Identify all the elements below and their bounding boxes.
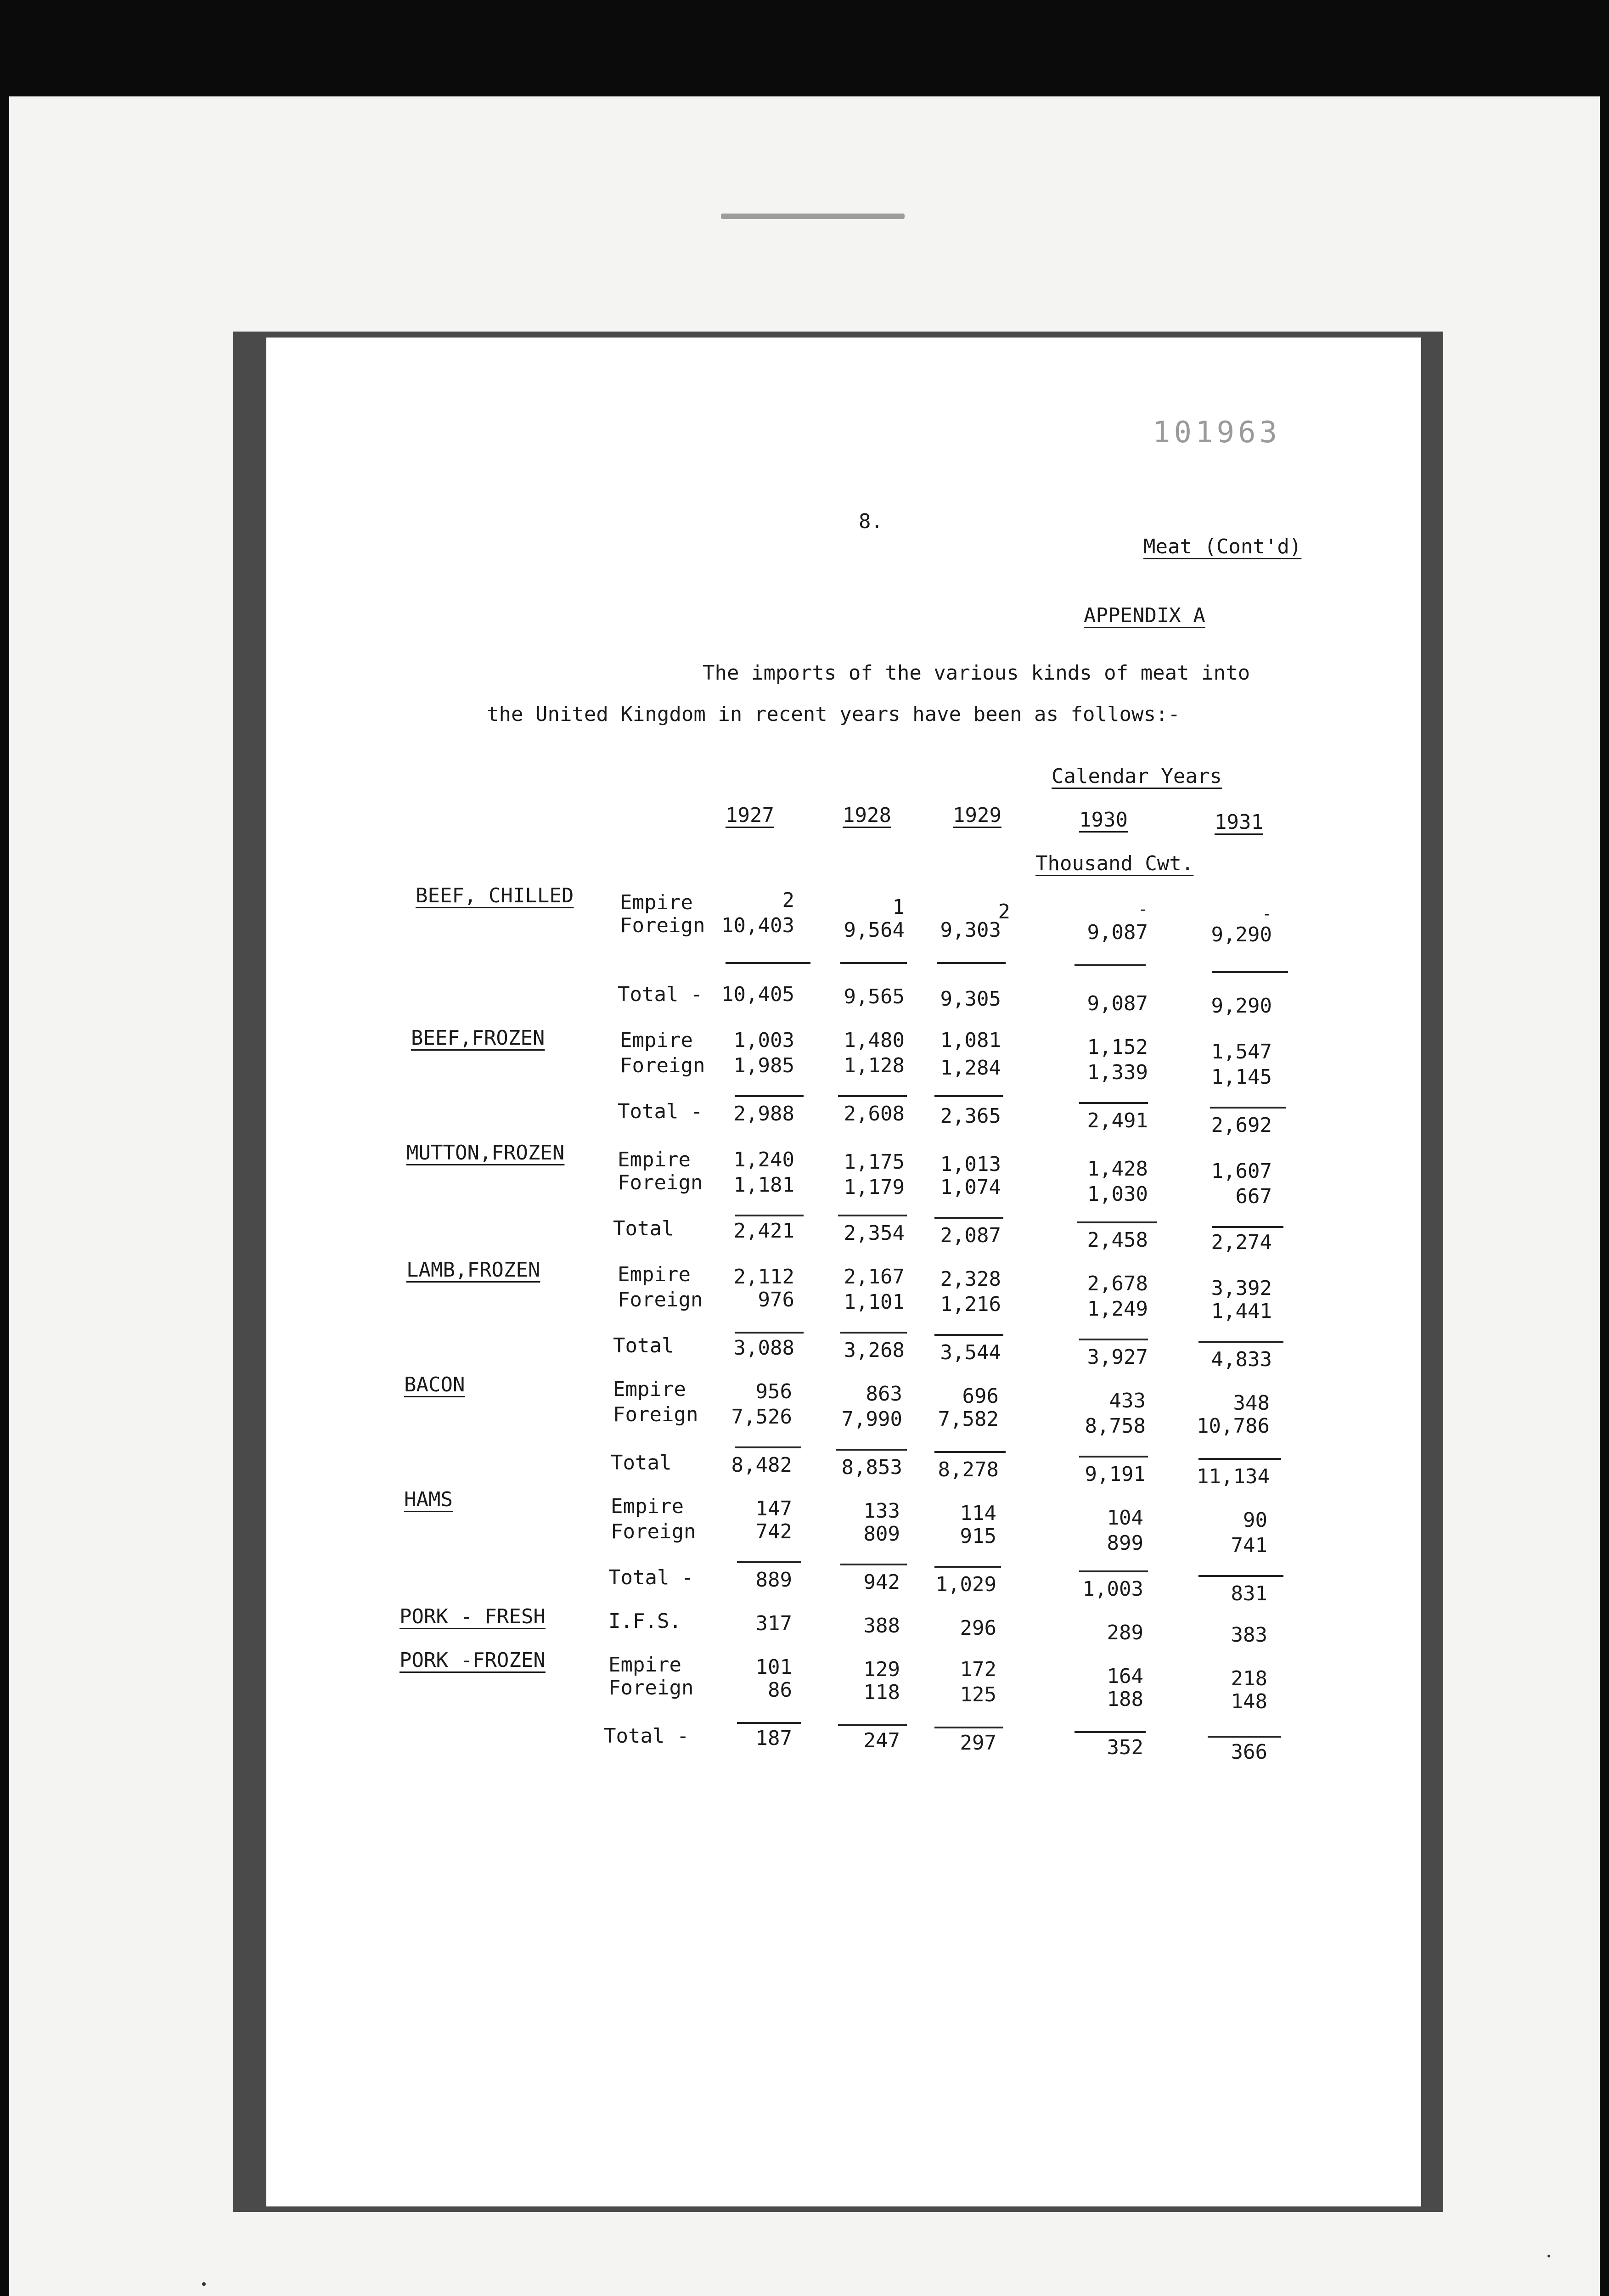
- table-cell: 3,268: [844, 1339, 905, 1362]
- row-label: Total -: [618, 1100, 703, 1123]
- rule: [1077, 1221, 1157, 1223]
- table-cell: 10,403: [721, 914, 794, 937]
- table-cell: 899: [1107, 1531, 1143, 1555]
- row-label: Total: [613, 1217, 674, 1240]
- table-cell: 741: [1231, 1534, 1267, 1557]
- table-cell: 317: [755, 1612, 792, 1635]
- table-cell: 1,249: [1087, 1297, 1148, 1321]
- rule: [937, 962, 1006, 964]
- rule: [726, 962, 810, 964]
- table-cell: 1,101: [844, 1290, 905, 1314]
- table-cell: 9,303: [940, 918, 1001, 942]
- table-cell: 1,175: [844, 1150, 905, 1174]
- row-label: Total -: [618, 983, 703, 1006]
- table-cell: 1,428: [1087, 1157, 1148, 1181]
- row-label: Empire: [620, 1029, 693, 1052]
- table-cell: 101: [755, 1655, 792, 1679]
- table-cell: 9,564: [844, 918, 905, 942]
- table-cell: 1,029: [935, 1573, 996, 1596]
- rule: [1079, 1102, 1148, 1104]
- category-pork-frozen: PORK -FROZEN: [399, 1649, 546, 1672]
- table-cell: 8,482: [731, 1453, 792, 1477]
- table-cell: 942: [863, 1570, 900, 1594]
- rule: [934, 1451, 1006, 1453]
- tape-mark: [721, 214, 905, 219]
- rule: [840, 1564, 907, 1565]
- table-cell: 11,134: [1197, 1465, 1270, 1488]
- table-cell: 2,087: [940, 1224, 1001, 1247]
- table-cell: 4,833: [1211, 1348, 1272, 1371]
- table-cell: 188: [1107, 1688, 1143, 1711]
- row-label: Empire: [620, 891, 693, 914]
- table-cell: 433: [1109, 1389, 1146, 1412]
- rule: [735, 1446, 801, 1448]
- table-cell: 1,441: [1211, 1300, 1272, 1323]
- row-label: Total: [611, 1451, 672, 1474]
- rule: [1075, 1731, 1146, 1733]
- rule: [838, 1724, 907, 1726]
- table-cell: 809: [863, 1522, 900, 1546]
- row-label: I.F.S.: [608, 1609, 681, 1633]
- category-mutton-frozen: MUTTON,FROZEN: [406, 1141, 565, 1165]
- table-cell: 2,274: [1211, 1231, 1272, 1254]
- table-cell: 187: [755, 1727, 792, 1750]
- table-cell: 2,365: [940, 1104, 1001, 1128]
- table-cell: 10,405: [721, 983, 794, 1006]
- row-label: Empire: [611, 1495, 684, 1518]
- rule: [1212, 1226, 1283, 1228]
- row-label: Empire: [618, 1263, 691, 1286]
- table-cell: 129: [863, 1658, 900, 1681]
- table-cell: 2,421: [733, 1219, 794, 1243]
- calendar-years-heading: Calendar Years: [1052, 765, 1222, 788]
- table-cell: 3,392: [1211, 1277, 1272, 1300]
- table-cell: 2,112: [733, 1265, 794, 1289]
- table-cell: 2,354: [844, 1221, 905, 1245]
- table-cell: 3,088: [733, 1336, 794, 1360]
- table-cell: 90: [1243, 1508, 1267, 1532]
- table-cell: 956: [755, 1380, 792, 1403]
- table-cell: 118: [863, 1681, 900, 1704]
- table-cell: 1,030: [1087, 1182, 1148, 1206]
- row-label: Foreign: [618, 1171, 703, 1194]
- rule: [934, 1334, 1003, 1336]
- category-bacon: BACON: [404, 1373, 465, 1396]
- category-beef-chilled: BEEF, CHILLED: [416, 884, 574, 907]
- table-cell: 2,608: [844, 1102, 905, 1125]
- table-cell: 696: [962, 1384, 999, 1408]
- table-cell: -: [1138, 900, 1148, 919]
- rule: [1079, 1456, 1148, 1458]
- table-cell: 1,081: [940, 1029, 1001, 1052]
- table-cell: 8,278: [938, 1458, 999, 1481]
- table-cell: 247: [863, 1729, 900, 1752]
- table-cell: 147: [755, 1497, 792, 1520]
- document-page: [266, 338, 1421, 2206]
- rule: [735, 1095, 804, 1097]
- table-cell: 2,692: [1211, 1114, 1272, 1137]
- rule: [737, 1722, 801, 1724]
- table-cell: 1,181: [733, 1173, 794, 1197]
- table-cell: 296: [960, 1616, 996, 1640]
- table-cell: 352: [1107, 1736, 1143, 1759]
- table-cell: 172: [960, 1658, 996, 1681]
- rule: [934, 1217, 1003, 1219]
- rule: [934, 1727, 1003, 1728]
- table-cell: 9,087: [1087, 992, 1148, 1015]
- row-label: Foreign: [620, 914, 705, 937]
- table-cell: 9,191: [1085, 1463, 1146, 1486]
- table-cell: 976: [758, 1288, 794, 1311]
- year-1930: 1930: [1079, 808, 1128, 832]
- row-label: Empire: [618, 1148, 691, 1171]
- row-label: Total -: [608, 1566, 694, 1589]
- table-cell: 9,290: [1211, 994, 1272, 1018]
- table-cell: 742: [755, 1520, 792, 1543]
- table-cell: 218: [1231, 1667, 1267, 1690]
- speckle: [1547, 2255, 1550, 2257]
- table-cell: 1,547: [1211, 1040, 1272, 1064]
- rule: [737, 1561, 801, 1563]
- table-cell: 297: [960, 1731, 996, 1755]
- table-cell: 133: [863, 1499, 900, 1523]
- row-label: Foreign: [620, 1054, 705, 1077]
- table-cell: 1,985: [733, 1054, 794, 1077]
- table-cell: 10,786: [1197, 1414, 1270, 1438]
- table-cell: 383: [1231, 1623, 1267, 1647]
- table-cell: 863: [866, 1382, 902, 1406]
- table-cell: 1,145: [1211, 1065, 1272, 1089]
- table-cell: 9,305: [940, 987, 1001, 1011]
- stamp-number: 101963: [1153, 416, 1281, 450]
- table-cell: 7,526: [731, 1405, 792, 1429]
- rule: [838, 1095, 907, 1097]
- table-cell: 1,216: [940, 1293, 1001, 1316]
- table-cell: 1,128: [844, 1054, 905, 1077]
- page-number: 8.: [859, 510, 883, 533]
- table-cell: 7,582: [938, 1407, 999, 1431]
- table-cell: 889: [755, 1568, 792, 1592]
- table-cell: 388: [863, 1614, 900, 1638]
- category-beef-frozen: BEEF,FROZEN: [411, 1026, 545, 1050]
- appendix-heading: APPENDIX A: [1084, 604, 1205, 627]
- table-cell: 1,003: [1082, 1577, 1143, 1601]
- table-cell: 7,990: [841, 1407, 902, 1431]
- rule: [1208, 1736, 1281, 1738]
- table-cell: 1,013: [940, 1153, 1001, 1176]
- table-cell: 104: [1107, 1506, 1143, 1530]
- intro-line-1: The imports of the various kinds of meat into: [703, 661, 1250, 685]
- rule: [1198, 1458, 1281, 1460]
- table-cell: 2: [782, 889, 794, 912]
- table-cell: 1,607: [1211, 1159, 1272, 1183]
- table-cell: 1,284: [940, 1056, 1001, 1080]
- row-label: Total: [613, 1334, 674, 1357]
- rule: [1075, 964, 1146, 966]
- rule: [1079, 1339, 1148, 1340]
- category-pork-fresh: PORK - FRESH: [399, 1605, 546, 1628]
- table-cell: 831: [1231, 1582, 1267, 1605]
- table-cell: 9,565: [844, 985, 905, 1008]
- table-cell: 667: [1235, 1185, 1272, 1208]
- year-1931: 1931: [1215, 810, 1263, 834]
- rule: [838, 1215, 907, 1216]
- year-1927: 1927: [726, 804, 774, 827]
- row-label: Empire: [613, 1378, 686, 1401]
- row-label: Foreign: [618, 1288, 703, 1311]
- table-cell: 3,544: [940, 1341, 1001, 1364]
- table-cell: 1: [892, 895, 905, 919]
- category-lamb-frozen: LAMB,FROZEN: [406, 1258, 540, 1282]
- year-1929: 1929: [953, 804, 1001, 827]
- rule: [840, 1332, 907, 1334]
- table-cell: 1,339: [1087, 1061, 1148, 1084]
- rule: [840, 962, 907, 964]
- table-cell: 1,179: [844, 1176, 905, 1199]
- table-cell: 1,074: [940, 1176, 1001, 1199]
- table-cell: 148: [1231, 1690, 1267, 1713]
- table-cell: 915: [960, 1525, 996, 1548]
- table-cell: 1,152: [1087, 1035, 1148, 1059]
- table-cell: 2,491: [1087, 1109, 1148, 1132]
- row-label: Total -: [604, 1724, 689, 1748]
- table-cell: 8,758: [1085, 1414, 1146, 1438]
- running-head: Meat (Cont'd): [1143, 535, 1302, 558]
- rule: [1198, 1575, 1283, 1577]
- rule: [934, 1095, 1003, 1097]
- table-cell: 8,853: [841, 1456, 902, 1479]
- table-cell: 2,167: [844, 1265, 905, 1289]
- year-1928: 1928: [843, 804, 891, 827]
- table-cell: 9,087: [1087, 921, 1148, 944]
- table-cell: 2,678: [1087, 1272, 1148, 1295]
- table-cell: 2,988: [733, 1102, 794, 1125]
- table-cell: 366: [1231, 1740, 1267, 1764]
- table-cell: 86: [768, 1678, 792, 1702]
- rule: [735, 1332, 804, 1334]
- table-cell: 1,003: [733, 1029, 794, 1052]
- table-cell: 125: [960, 1683, 996, 1706]
- table-cell: 2,458: [1087, 1228, 1148, 1252]
- rule: [934, 1566, 1001, 1568]
- table-cell: 164: [1107, 1665, 1143, 1688]
- row-label: Foreign: [613, 1403, 698, 1426]
- speckle: [202, 2282, 206, 2286]
- table-cell: 2,328: [940, 1267, 1001, 1291]
- table-cell: -: [1262, 905, 1272, 923]
- rule: [735, 1215, 804, 1216]
- category-hams: HAMS: [404, 1488, 453, 1511]
- row-label: Empire: [608, 1653, 681, 1677]
- table-cell: 1,480: [844, 1029, 905, 1052]
- rule: [1079, 1570, 1148, 1572]
- table-cell: 2: [998, 900, 1010, 923]
- table-cell: 1,240: [733, 1148, 794, 1171]
- rule: [1210, 1107, 1286, 1109]
- table-cell: 348: [1233, 1391, 1270, 1415]
- table-cell: 114: [960, 1502, 996, 1525]
- rule: [1198, 1341, 1283, 1343]
- table-cell: 289: [1107, 1621, 1143, 1644]
- rule: [1212, 971, 1288, 973]
- table-cell: 3,927: [1087, 1345, 1148, 1369]
- row-label: Foreign: [608, 1676, 694, 1699]
- rule: [836, 1449, 907, 1451]
- archive-mount-board: [9, 96, 1600, 2296]
- unit-heading: Thousand Cwt.: [1035, 852, 1194, 875]
- row-label: Foreign: [611, 1520, 696, 1543]
- table-cell: 9,290: [1211, 923, 1272, 946]
- intro-line-2: the United Kingdom in recent years have been as follows:-: [487, 703, 1180, 726]
